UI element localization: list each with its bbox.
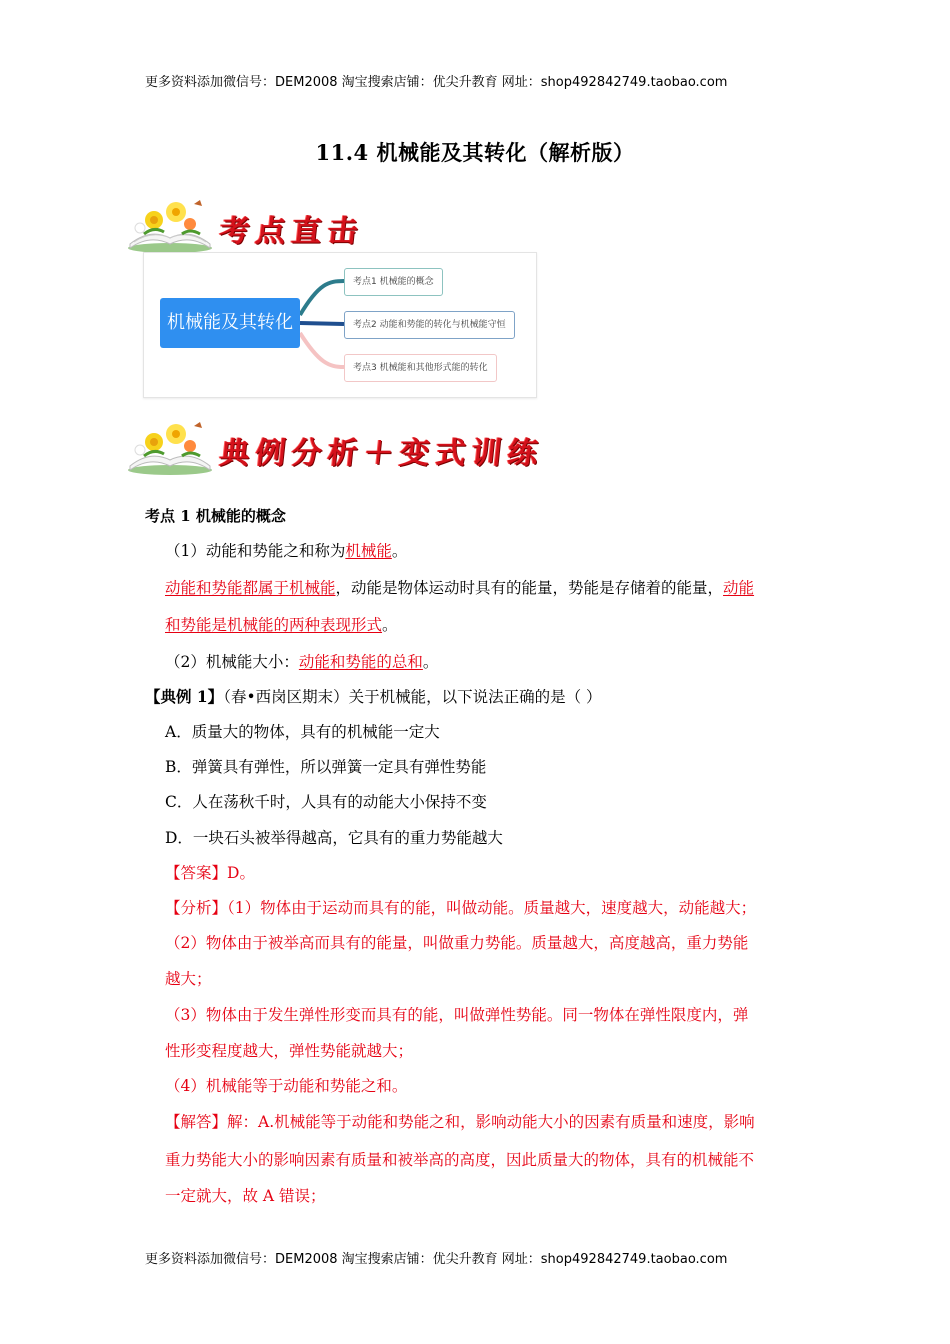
highlight-text: 动能和势能的总和 [298, 653, 423, 671]
banner-title: 典例分析＋变式训练 [217, 436, 546, 471]
analysis-line: 性形变程度越大，弹性势能就越大； [165, 1042, 414, 1060]
answer [165, 863, 255, 883]
paragraph [165, 578, 754, 598]
mind-map-root: 机械能及其转化 [160, 298, 300, 348]
text: （2）机械能大小： [165, 653, 299, 671]
question-text: （春•西岗区期末）关于机械能，以下说法正确的是（ ） [223, 688, 602, 706]
text: 。 [391, 542, 408, 560]
option-c: C．人在荡秋千时，人具有的动能大小保持不变 [165, 793, 487, 811]
mind-map-node: 考点2 动能和势能的转化与机械能守恒 [344, 311, 515, 339]
answer-text: D。 [227, 864, 255, 882]
page-title: 11.4 机械能及其转化（解析版） [315, 140, 635, 165]
highlight-text: 和势能是机械能的两种表现形式 [165, 616, 383, 634]
section-heading: 考点 1 机械能的概念 [145, 507, 286, 525]
example-question [145, 687, 602, 707]
page-footer: 更多资料添加微信号：DEM2008 淘宝搜索店铺：优尖升教育 网址：shop492842749.taobao.com [145, 1252, 728, 1267]
text: （1）动能和势能之和称为 [165, 542, 346, 560]
book-flowers-icon [124, 198, 216, 254]
analysis-line: 越大； [165, 970, 212, 988]
analysis-label: 【分析】 [165, 899, 228, 917]
page-header: 更多资料添加微信号：DEM2008 淘宝搜索店铺：优尖升教育 网址：shop492842749.taobao.com [145, 75, 728, 90]
option-d: D．一块石头被举得越高，它具有的重力势能越大 [165, 829, 503, 847]
analysis-line: （2）物体由于被举高而具有的能量，叫做重力势能。质量越大，高度越高，重力势能 [165, 934, 749, 952]
text: 。 [382, 616, 398, 634]
banner-title: 考点直击 [217, 214, 366, 249]
mind-map [143, 252, 537, 398]
answer-label: 【答案】 [165, 864, 228, 882]
text: 。 [422, 653, 439, 671]
analysis-line: （4）机械能等于动能和势能之和。 [165, 1077, 408, 1095]
example-label: 【典例 1】 [145, 687, 224, 706]
analysis-line: （3）物体由于发生弹性形变而具有的能，叫做弹性势能。同一物体在弹性限度内，弹 [165, 1006, 749, 1024]
highlight-text: 机械能 [345, 542, 392, 560]
option-a: A．质量大的物体，具有的机械能一定大 [165, 723, 440, 741]
solution-text: 解：A.机械能等于动能和势能之和，影响动能大小的因素有质量和速度，影响 [227, 1113, 755, 1131]
paragraph [165, 615, 398, 635]
solution-line [165, 1112, 755, 1132]
solution-line: 一定就大，故 A 错误； [165, 1187, 326, 1205]
book-flowers-icon [124, 420, 216, 476]
solution-label: 【解答】 [165, 1113, 228, 1131]
highlight-text: 动能 [723, 579, 755, 597]
analysis-line [165, 898, 756, 918]
paragraph [165, 541, 407, 561]
solution-line: 重力势能大小的影响因素有质量和被举高的高度，因此质量大的物体，具有的机械能不 [165, 1151, 755, 1169]
mind-map-node: 考点1 机械能的概念 [344, 268, 443, 296]
highlight-text: 动能和势能都属于机械能 [165, 579, 336, 597]
option-b: B．弹簧具有弹性，所以弹簧一定具有弹性势能 [165, 758, 487, 776]
text: ，动能是物体运动时具有的能量，势能是存储着的能量， [335, 579, 724, 597]
mind-map-node: 考点3 机械能和其他形式能的转化 [344, 354, 497, 382]
analysis-text: （1）物体由于运动而具有的能，叫做动能。质量越大，速度越大，动能越大； [227, 899, 757, 917]
paragraph [165, 652, 438, 672]
